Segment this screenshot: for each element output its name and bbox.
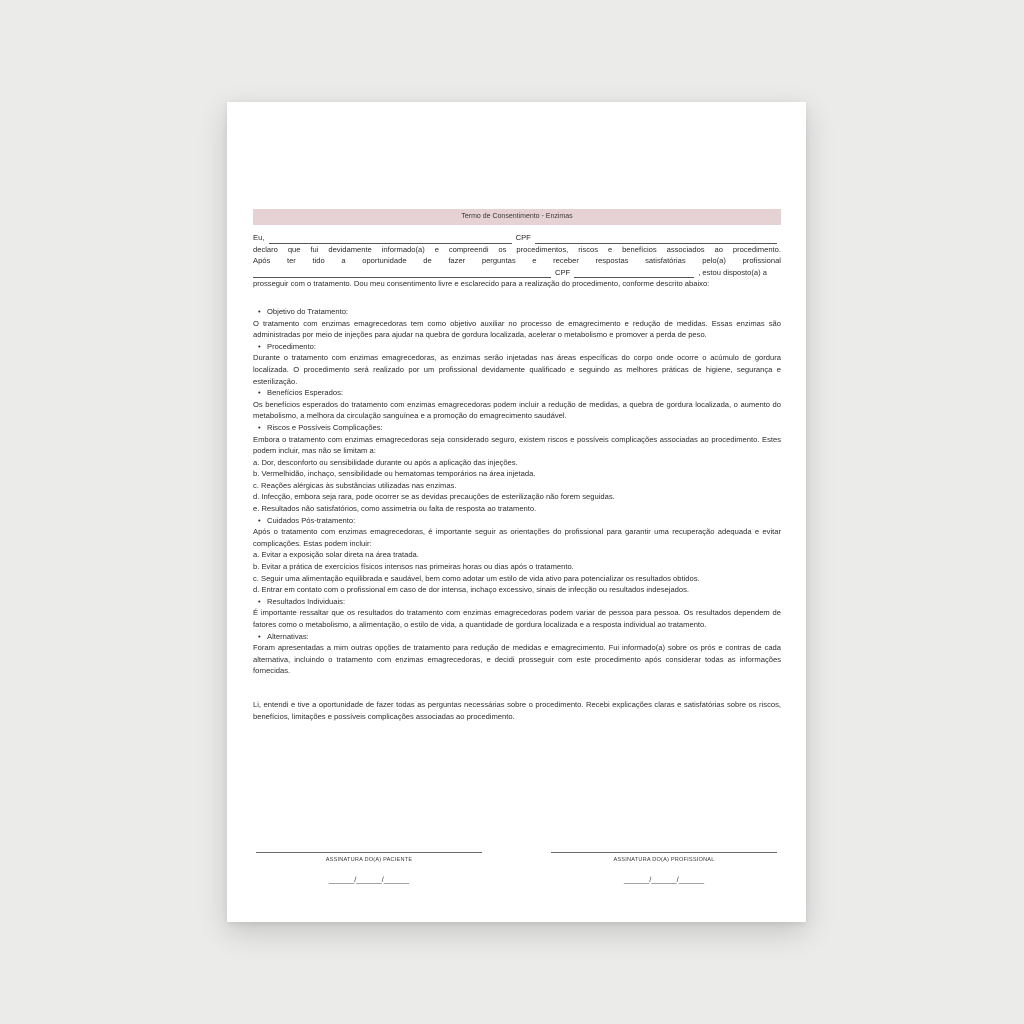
intro-line-3: Após ter tido a oportunidade de fazer perguntas e receber respostas satisfatórias pelo(a) profissional (253, 256, 781, 266)
list-item: b. Evitar a prática de exercícios físicos intensos nas primeiras horas ou dias após o tratamento. (253, 562, 574, 572)
section-resultados (253, 596, 781, 631)
list-item: c. Reações alérgicas às substâncias utilizadas nas enzimas. (253, 480, 457, 490)
patient-date-field[interactable]: ______/______/______ (328, 875, 410, 884)
section-riscos (253, 422, 781, 515)
patient-signature-block (256, 852, 482, 884)
intro-line-4 (253, 267, 781, 279)
section-paragraph: Os benefícios esperados do tratamento com enzimas emagrecedoras podem incluir a redução de medidas, a quebra de gordura localizada, o aumento do metabolismo, a melhora da circulação sanguínea e a promoção do emagrecimento saudável. (253, 399, 781, 421)
section-paragraph: Embora o tratamento com enzimas emagrecedoras seja considerado seguro, existem riscos e possíveis complicações associadas ao procedimento. Estes podem incluir, mas não se limitam a: (253, 434, 781, 456)
section-cuidados (253, 515, 781, 596)
intro-disposto: , estou disposto(a) a (698, 267, 767, 277)
list-item: b. Vermelhidão, inchaço, sensibilidade ou hematomas temporários na área injetada. (253, 469, 536, 479)
professional-signature-label: ASSINATURA DO(A) PROFISSIONAL (613, 857, 715, 863)
section-heading: • Alternativas: (253, 631, 781, 643)
intro-line-5: prosseguir com o tratamento. Dou meu consentimento livre e esclarecido para a realização do procedimento, conforme descrito abaixo: (253, 279, 710, 289)
section-objetivo (253, 306, 781, 341)
section-heading: • Objetivo do Tratamento: (253, 306, 781, 318)
sections-list (253, 306, 781, 677)
patient-cpf-field[interactable] (535, 235, 777, 244)
closing-statement: Li, entendi e tive a oportunidade de fazer todas as perguntas necessárias sobre o procedimento. Recebi explicações claras e satisfatórias sobre os riscos, benefícios, limitações e possíveis complicações associadas ao procedimento. (253, 699, 781, 721)
section-heading: • Riscos e Possíveis Complicações: (253, 422, 781, 434)
section-paragraph: Durante o tratamento com enzimas emagrecedoras, as enzimas serão injetadas nas áreas específicas do corpo onde ocorre o acúmulo de gordura localizada. O procedimento será realizado por um profissional devidamente qualificado e seguindo as melhores práticas de higiene, segurança e esterilização. (253, 353, 781, 386)
section-heading: • Resultados Individuais: (253, 596, 781, 608)
list-item: c. Seguir uma alimentação equilibrada e saudável, bem como adotar um estilo de vida ativo para potencializar os resultados obtidos. (253, 573, 700, 583)
section-procedimento (253, 341, 781, 387)
list-item: d. Infecção, embora seja rara, pode ocorrer se as devidas precauções de esterilização não forem seguidas. (253, 492, 615, 502)
professional-signature-line[interactable] (551, 852, 777, 853)
professional-signature-block (551, 852, 777, 884)
intro-line-1 (253, 232, 781, 244)
intro-line-2: declaro que fui devidamente informado(a) e compreendi os procedimentos, riscos e benefícios associados ao procedimento. (253, 244, 781, 254)
patient-name-field[interactable] (269, 235, 511, 244)
section-heading: • Procedimento: (253, 341, 781, 353)
list-item: d. Entrar em contato com o profissional em caso de dor intensa, inchaço excessivo, sinais de infecção ou resultados indesejados. (253, 585, 690, 595)
section-paragraph: Após o tratamento com enzimas emagrecedoras, é importante seguir as orientações do profissional para garantir uma recuperação adequada e evitar complicações. Estas podem incluir: (253, 527, 781, 548)
document-body (253, 209, 781, 722)
section-paragraph: O tratamento com enzimas emagrecedoras tem como objetivo auxiliar no processo de emagrecimento e redução de medidas. Essas enzimas são administradas por meio de injeções para ajudar na quebra de gordura localizada, acelerar o metabolismo e promover a perda de peso. (253, 318, 781, 340)
section-paragraph: Foram apresentadas a mim outras opções de tratamento para redução de medidas e emagrecimento. Fui informado(a) sobre os prós e contras de cada alternativa, incluindo o tratamento com enzimas emagrecedoras, e decidi prosseguir com este procedimento após considerar todas as informações fornecidas. (253, 643, 781, 676)
section-beneficios (253, 387, 781, 422)
list-item: a. Dor, desconforto ou sensibilidade durante ou após a aplicação das injeções. (253, 457, 518, 467)
intro-eu: Eu, (253, 233, 265, 242)
patient-signature-line[interactable] (256, 852, 482, 853)
patient-signature-label: ASSINATURA DO(A) PACIENTE (325, 857, 413, 863)
document-title: Termo de Consentimento - Enzimas (253, 209, 781, 225)
section-alternativas (253, 631, 781, 677)
intro-cpf2-label: CPF (555, 267, 571, 277)
professional-cpf-field[interactable] (574, 269, 694, 278)
list-item: e. Resultados não satisfatórios, como assimetria ou falta de resposta ao tratamento. (253, 504, 537, 514)
section-heading: • Cuidados Pós-tratamento: (253, 515, 781, 527)
professional-name-field[interactable] (253, 269, 551, 278)
section-heading: • Benefícios Esperados: (253, 387, 781, 399)
intro-cpf-label: CPF (515, 233, 531, 242)
section-paragraph: É importante ressaltar que os resultados do tratamento com enzimas emagrecedoras podem variar de pessoa para pessoa. Os resultados dependem de fatores como o metabolismo, a alimentação, o estilo de vida, a quantidade de gordura localizada e a resposta individual ao tratamento. (253, 608, 781, 629)
list-item: a. Evitar a exposição solar direta na área tratada. (253, 550, 419, 560)
document-page (227, 102, 806, 922)
professional-date-field[interactable]: ______/______/______ (623, 875, 705, 884)
